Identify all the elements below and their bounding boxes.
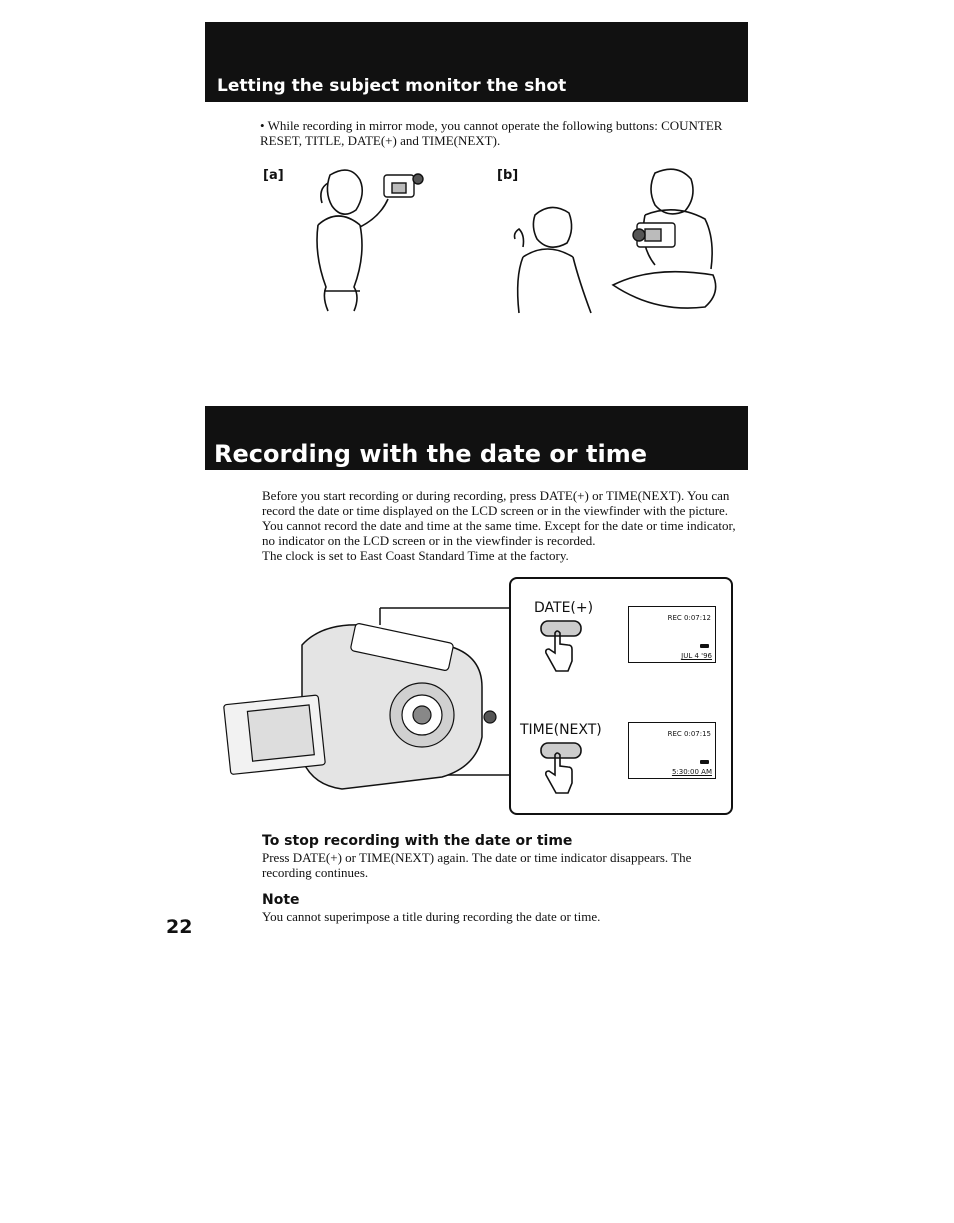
page-number: 22 [166,916,193,938]
section-title: Letting the subject monitor the shot [217,76,567,96]
illustration-person-filming [300,165,430,315]
note-heading: Note [262,892,300,908]
rec-counter: REC 0:07:15 [667,730,711,738]
battery-icon [700,760,709,764]
time-indicator: 5:30:00 AM [671,768,712,776]
date-button-label: DATE(+) [534,600,594,616]
stop-heading: To stop recording with the date or time [262,833,573,849]
time-button-press-icon [539,741,585,795]
section-header-bar [205,406,748,470]
section-title: Recording with the date or time [214,440,647,468]
illustration-subject-monitoring [505,165,730,317]
note-text: You cannot superimpose a title during recording the date or time. [262,909,601,924]
date-time-panel [509,577,733,815]
stop-text: Press DATE(+) or TIME(NEXT) again. The date or time indicator disappears. The recording continues. [262,850,692,880]
intro-text [262,488,738,563]
date-button-press-icon [539,619,585,673]
date-indicator: JUL 4 '96 [681,652,712,660]
intro-paragraph: The clock is set to East Coast Standard Time at the factory. [262,548,569,563]
mirror-mode-note: • While recording in mirror mode, you cannot operate the following buttons: COUNTER RESET, TITLE, DATE(+) and TIME(NEXT). [260,118,723,148]
rec-counter: REC 0:07:12 [667,614,711,622]
camcorder-illustration [222,605,512,795]
battery-icon [700,644,709,648]
section-header-bar [205,22,748,102]
intro-paragraph: Before you start recording or during recording, press DATE(+) or TIME(NEXT). You can record the date or time displayed on the LCD screen or in the viewfinder with the picture. You cannot record the date and time at the same time. Except for the date or time indicator, no indicator on the LCD screen or in the viewfinder is recorded. [262,488,736,548]
time-button-label: TIME(NEXT) [520,722,602,738]
time-screen-display [628,722,716,779]
date-screen-display [628,606,716,663]
figure-label-a: [a] [263,168,284,183]
figure-label-b: [b] [497,168,519,183]
